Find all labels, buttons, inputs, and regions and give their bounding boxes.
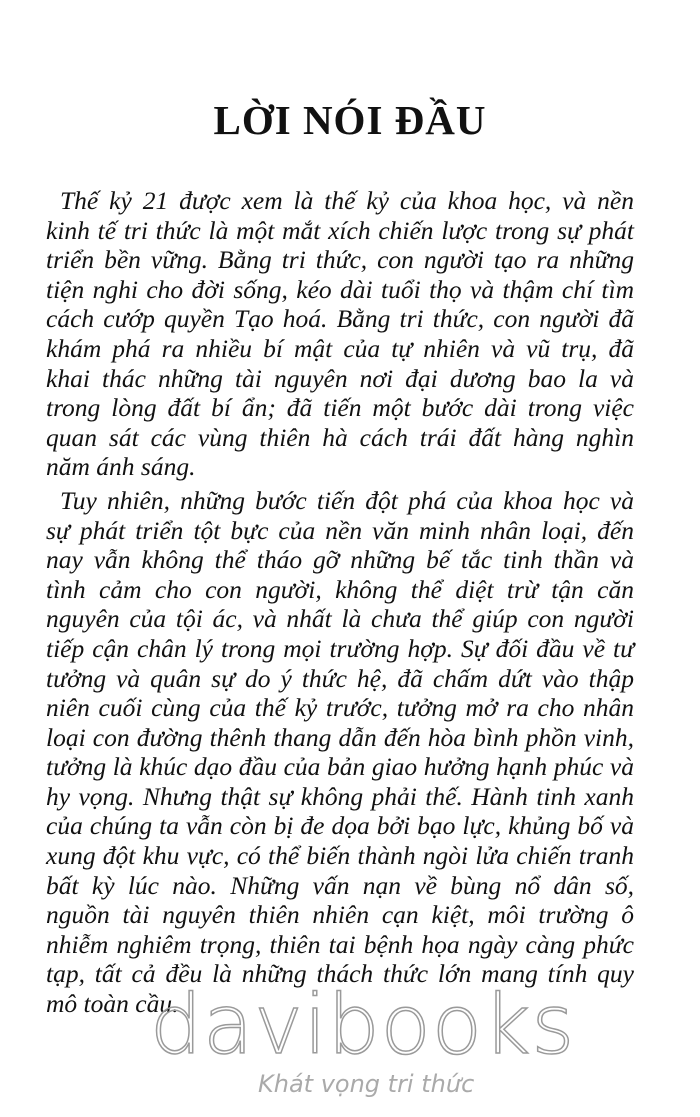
- text-line: hy vọng. Nhưng thật sự không phải thế. Hành tinh xanh: [46, 781, 634, 811]
- text-line: mô toàn cầu.: [46, 989, 179, 1019]
- text-line: nguồn tài nguyên thiên nhiên cạn kiệt, môi trường ô: [46, 900, 634, 930]
- paragraph: [46, 485, 634, 1019]
- text-line: xung đột khu vực, có thể biến thành ngòi lửa chiến tranh: [46, 841, 634, 871]
- text-line: khám phá ra nhiều bí mật của tự nhiên và vũ trụ, đã: [46, 333, 634, 363]
- text-line: niên cuối cùng của thế kỷ trước, tưởng mở ra cho nhân: [46, 693, 634, 723]
- text-line: nhiễm nghiêm trọng, thiên tai bệnh họa ngày càng phức: [46, 929, 634, 959]
- text-line: tưởng và quân sự do ý thức hệ, đã chấm dứt vào thập: [46, 663, 634, 693]
- text-line: tiện nghi cho đời sống, kéo dài tuổi thọ và thậm chí tìm: [46, 274, 634, 304]
- text-line: khai thác những tài nguyên nơi đại dương bao la và: [46, 363, 634, 393]
- text-line: nay vẫn không thể tháo gỡ những bế tắc tinh thần và: [46, 545, 634, 575]
- text-line: quan sát các vùng thiên hà cách trái đất hàng nghìn: [46, 422, 634, 452]
- text-line: tiếp cận chân lý trong mọi trường hợp. Sự đối đầu về tư: [46, 633, 634, 663]
- text-line: tưởng là khúc dạo đầu của bản giao hưởng hạnh phúc và: [46, 752, 634, 782]
- text-line: của chúng ta vẫn còn bị đe dọa bởi bạo lực, khủng bố và: [46, 811, 634, 841]
- text-line: tình cảm cho con người, không thể diệt trừ tận căn: [46, 574, 634, 604]
- text-line: kinh tế tri thức là một mắt xích chiến lược trong sự phát: [46, 215, 634, 245]
- paragraph: [46, 186, 634, 482]
- text-line: bất kỳ lúc nào. Những vấn nạn về bùng nổ dân số,: [46, 870, 634, 900]
- text-line: triển bền vững. Bằng tri thức, con người tạo ra những: [46, 245, 634, 275]
- page-title: LỜI NÓI ĐẦU: [213, 97, 487, 143]
- text-line: loại con đường thênh thang dẫn đến hòa bình phồn vinh,: [46, 722, 634, 752]
- text-line: năm ánh sáng.: [46, 452, 196, 482]
- text-line: sự phát triển tột bực của nền văn minh nhân loại, đến: [46, 515, 634, 545]
- text-line: cách cướp quyền Tạo hoá. Bằng tri thức, con người đã: [46, 304, 634, 334]
- watermark-logo: davibooks: [150, 978, 576, 1073]
- text-line: trong lòng đất bí ẩn; đã tiến một bước dài trong việc: [46, 393, 634, 423]
- text-line: Tuy nhiên, những bước tiến đột phá của khoa học và: [60, 485, 634, 515]
- document-body: [46, 186, 634, 1023]
- text-line: nguyên của tội ác, và nhất là chưa thể giúp con người: [46, 604, 634, 634]
- text-line: Thế kỷ 21 được xem là thế kỷ của khoa học, và nền: [60, 186, 634, 215]
- text-line: tạp, tất cả đều là những thách thức lớn mang tính quy: [46, 959, 634, 989]
- watermark-tagline: Khát vọng tri thức: [258, 1070, 475, 1098]
